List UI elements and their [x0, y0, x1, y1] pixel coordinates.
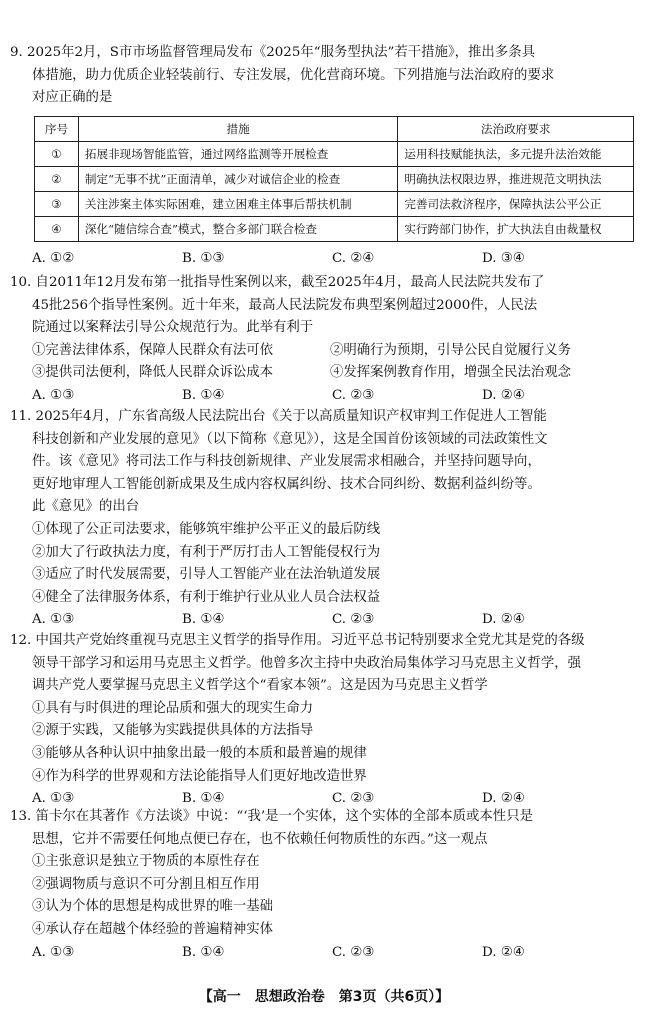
question-10-line-1: 10. 自2011年12月发布第一批指导性案例以来，截至2025年4月，最高人民法院共发布了 — [10, 275, 545, 290]
table-row — [35, 217, 634, 242]
option-c[interactable]: C. ②③ — [332, 387, 375, 403]
statement-row — [10, 362, 640, 385]
question-10-line-3: 院通过以案释法引导公众规范行为。此举有利于 — [32, 320, 314, 336]
question-9-line-1: 9. 2025年2月，S市市场监督管理局发布《2025年“服务型执法”若干措施》，推出多条具 — [10, 45, 535, 60]
table-header-row — [35, 117, 634, 142]
question-13 — [10, 806, 640, 964]
option-c[interactable]: C. ②④ — [332, 251, 375, 266]
statement-row — [10, 340, 640, 363]
question-11 — [10, 406, 640, 632]
table-header-cell: 序号 — [35, 117, 79, 142]
table-cell: ① — [35, 142, 79, 167]
table-row — [35, 142, 634, 167]
table-cell: 实行跨部门协作，扩大执法自由裁量权 — [398, 217, 634, 242]
statement-4: ④作为科学的世界观和方法论能指导人们更好地改造世界 — [32, 768, 367, 784]
option-row — [10, 942, 640, 965]
table-cell: 深化“随信综合查”模式，整合多部门联合检查 — [78, 217, 397, 242]
question-9-line-2: 体措施，助力优质企业轻装前行、专注发展，优化营商环境。下列措施与法治政府的要求 — [32, 67, 555, 83]
option-row — [10, 385, 640, 408]
question-11-line-5: 此《意见》的出台 — [32, 499, 140, 515]
statement-3: ③认为个体的思想是构成世界的唯一基础 — [32, 899, 274, 915]
option-row — [10, 609, 640, 632]
table-cell: 关注涉案主体实际困难，建立困难主体事后帮扶机制 — [78, 192, 397, 217]
statement-1: ①主张意识是独立于物质的本原性存在 — [32, 854, 260, 870]
table-cell: ② — [35, 167, 79, 192]
measures-table — [34, 116, 634, 242]
question-11-line-2: 科技创新和产业发展的意见》（以下简称《意见》），这是全国首份该领域的司法政策性文 — [32, 431, 548, 447]
option-b[interactable]: B. ①③ — [182, 251, 225, 266]
question-10-line-2: 45批256个指导性案例。近十年来，最高人民法院发布典型案例超过2000件，人民法 — [32, 297, 538, 313]
option-a[interactable]: A. ①③ — [32, 387, 75, 403]
question-11-line-1: 11. 2025年4月，广东省高级人民法院出台《关于以高质量知识产权审判工作促进人工智能 — [10, 409, 547, 424]
option-b[interactable]: B. ①④ — [182, 387, 225, 403]
statement-4: ④承认存在超越个体经验的普遍精神实体 — [32, 921, 274, 937]
question-13-line-1: 13. 笛卡尔在其著作《方法谈》中说：“‘我’是一个实体，这个实体的全部本质或本性只是 — [10, 809, 533, 824]
option-c[interactable]: C. ②③ — [332, 944, 375, 960]
statement-2: ②明确行为预期，引导公民自觉履行义务 — [330, 342, 572, 358]
table-cell: 拓展非现场智能监管，通过网络监测等开展检查 — [78, 142, 397, 167]
option-d[interactable]: D. ③④ — [482, 251, 525, 266]
statement-1: ①具有与时俱进的理论品质和强大的现实生命力 — [32, 700, 314, 716]
option-a[interactable]: A. ①③ — [32, 791, 75, 807]
statement-1: ①完善法律体系，保障人民群众有法可依 — [32, 342, 274, 358]
option-d[interactable]: D. ②④ — [482, 612, 525, 628]
option-d[interactable]: D. ②④ — [482, 387, 525, 403]
statement-2: ②源于实践，又能够为实践提供具体的方法指导 — [32, 723, 314, 739]
table-row — [35, 192, 634, 217]
option-a[interactable]: A. ①③ — [32, 612, 75, 628]
question-11-line-3: 件。该《意见》将司法工作与科技创新规律、产业发展需求相融合，并坚持问题导向， — [32, 454, 541, 470]
option-d[interactable]: D. ②④ — [482, 791, 525, 807]
table-header-cell: 法治政府要求 — [398, 117, 634, 142]
table-cell: ③ — [35, 192, 79, 217]
page-footer: 【高一 思想政治卷 第3页（共6页）】 — [198, 989, 450, 1005]
question-9-options — [10, 248, 640, 271]
question-9 — [10, 42, 640, 110]
statement-1: ①体现了公正司法要求，能够筑牢维护公平正义的最后防线 — [32, 521, 381, 537]
statement-3: ③提供司法便利，降低人民群众诉讼成本 — [32, 365, 274, 381]
statement-3: ③适应了时代发展需要，引导人工智能产业在法治轨道发展 — [32, 567, 381, 583]
table-cell: 运用科技赋能执法，多元提升法治效能 — [398, 142, 634, 167]
option-c[interactable]: C. ②③ — [332, 612, 375, 628]
option-d[interactable]: D. ②④ — [482, 944, 525, 960]
table-row — [35, 167, 634, 192]
option-row — [10, 248, 640, 271]
question-13-line-2: 思想，它并不需要任何地点便已存在，也不依赖任何物质性的东西。”这一观点 — [32, 831, 488, 847]
table-header-cell: 措施 — [78, 117, 397, 142]
table-cell: ④ — [35, 217, 79, 242]
statement-4: ④健全了法律服务体系，有利于维护行业从业人员合法权益 — [32, 589, 381, 605]
statement-3: ③能够从各种认识中抽象出最一般的本质和最普遍的规律 — [32, 745, 367, 761]
statement-4: ④发挥案例教育作用，增强全民法治观念 — [330, 365, 572, 381]
question-12-line-2: 领导干部学习和运用马克思主义哲学。他曾多次主持中央政治局集体学习马克思主义哲学，强 — [32, 655, 582, 671]
question-12-line-3: 调共产党人要掌握马克思主义哲学这个“看家本领”。这是因为马克思主义哲学 — [32, 678, 488, 694]
question-12 — [10, 630, 640, 811]
table-cell: 制定“无事不扰”正面清单，减少对诚信企业的检查 — [78, 167, 397, 192]
question-10 — [10, 272, 640, 408]
question-11-line-4: 更好地审理人工智能创新成果及生成内容权属纠纷、技术合同纠纷、数据利益纠纷等。 — [32, 476, 541, 492]
statement-2: ②加大了行政执法力度，有利于严厉打击人工智能侵权行为 — [32, 544, 381, 560]
option-b[interactable]: B. ①④ — [182, 944, 225, 960]
table-cell: 完善司法救济程序，保障执法公平公正 — [398, 192, 634, 217]
option-a[interactable]: A. ①② — [32, 251, 75, 266]
statement-2: ②强调物质与意识不可分割且相互作用 — [32, 876, 260, 892]
question-9-line-3: 对应正确的是 — [32, 90, 113, 106]
question-12-line-1: 12. 中国共产党始终重视马克思主义哲学的指导作用。习近平总书记特别要求全党尤其是党的各级 — [10, 633, 585, 648]
option-b[interactable]: B. ①④ — [182, 791, 225, 807]
table-cell: 明确执法权限边界，推进规范文明执法 — [398, 167, 634, 192]
option-c[interactable]: C. ②③ — [332, 791, 375, 807]
option-b[interactable]: B. ①④ — [182, 612, 225, 628]
option-a[interactable]: A. ①③ — [32, 944, 75, 960]
